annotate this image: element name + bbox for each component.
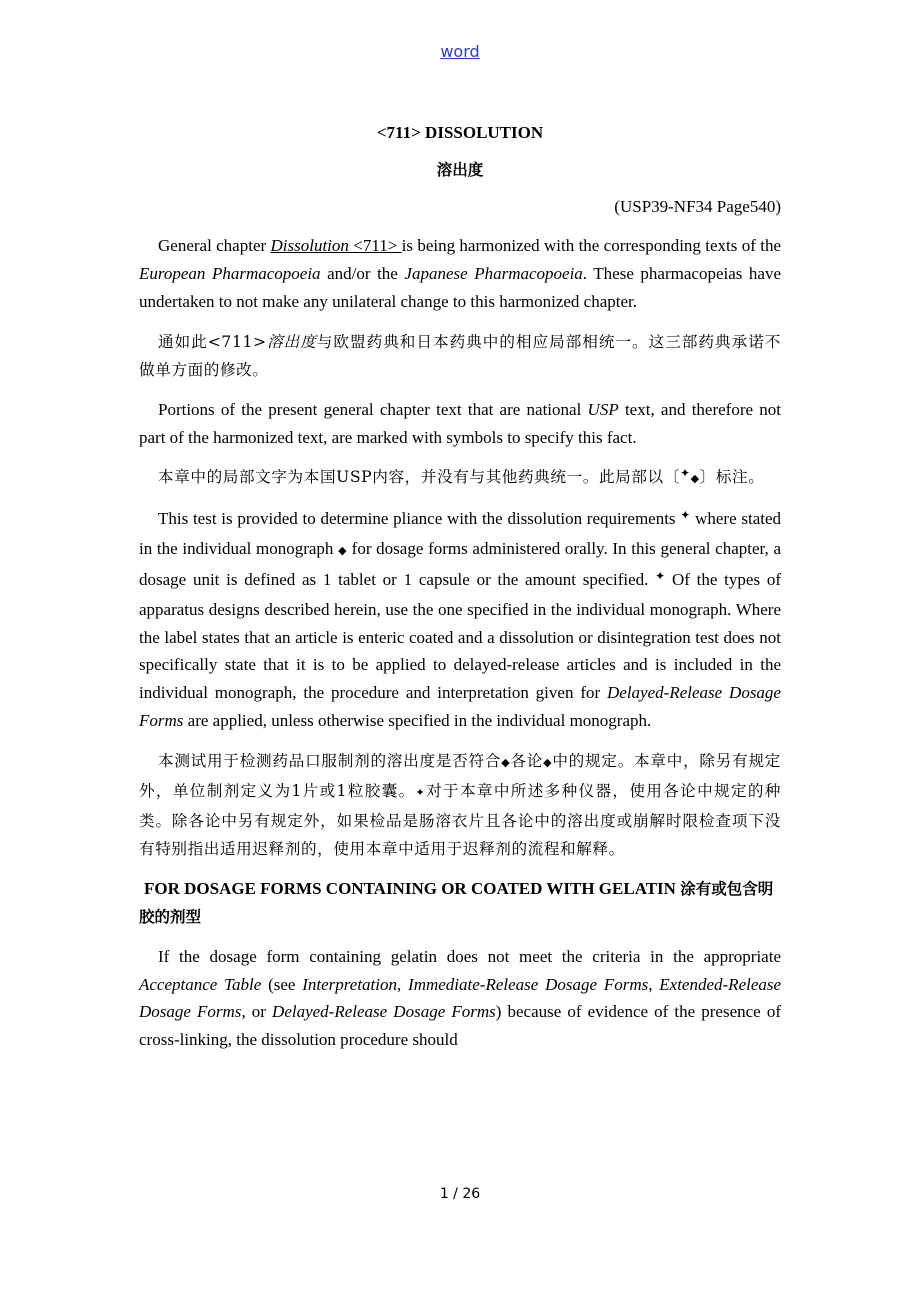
diamond-symbol: ✦: [655, 568, 666, 583]
paragraph-national-text-cn: 本章中的局部文字为本国USP内容，并没有与其他药典统一。此局部以〔✦◆〕标注。: [158, 466, 765, 487]
chapter-title: <711> DISSOLUTION: [376, 123, 544, 142]
document-body: [139, 119, 781, 1054]
dissolution-link-number[interactable]: <711>: [348, 236, 402, 256]
diamond-symbol: ◆: [690, 472, 700, 486]
chapter-subtitle: 溶出度: [436, 160, 484, 179]
diamond-symbol: ◆: [501, 755, 511, 769]
diamond-symbol: ✦: [679, 466, 691, 481]
diamond-symbol: ◆: [543, 755, 553, 769]
diamond-symbol: ✦: [680, 508, 691, 523]
section-heading-gelatin: FOR DOSAGE FORMS CONTAINING OR COATED WITH GELATIN 涂有或包含明胶的剂型: [139, 878, 774, 926]
paragraph-test-purpose: This test is provided to determine pliance with the dissolution requirements ✦ where stated in the individual monograph ◆ for dosage forms administered orally. In this general chapter, a dosage unit is defined as 1 tablet or 1 capsule or the amount specified. ✦ Of the types of apparatus designs described herein, use the one specified in the individual monograph. Where the label states that an article is enteric coated and a dissolution or disintegration test does not specifically state that it is to be applied to delayed-release articles and is included in the individual monograph, the procedure and interpretation given for Delayed-Release Dosage Forms are applied, unless otherwise specified in the individual monograph.: [139, 508, 782, 730]
diamond-symbol: ✦: [415, 785, 426, 799]
reference-note: (USP39-NF34 Page540): [614, 196, 781, 216]
paragraph-harmonization: General chapter Dissolution <711> is being harmonized with the corresponding texts of the European Pharmacopoeia and/or the Japanese Pharmacopoeia. These pharmacopeias have undertaken to not make any unilateral change to this harmonized chapter.: [139, 236, 782, 311]
paragraph-harmonization-cn: 通如此<711>溶出度与欧盟药典和日本药典中的相应局部相统一。这三部药典承诺不做单方面的修改。: [139, 332, 781, 379]
paragraph-gelatin: If the dosage form containing gelatin does not meet the criteria in the appropriate Acceptance Table (see Interpretation, Immediate-Release Dosage Forms, Extended-Release Dosage Forms, or Delayed-Release Dosage Forms) because of evidence of the presence of cross-linking, the dissolution procedure should: [139, 946, 782, 1050]
dissolution-link[interactable]: Dissolution: [270, 236, 349, 256]
page-number: 1 / 26: [439, 1186, 481, 1202]
paragraph-test-purpose-cn: 本测试用于检测药品口服制剂的溶出度是否符合◆各论◆中的规定。本章中，除另有规定外，单位制剂定义为1片或1粒胶囊。✦对于本章中所述多种仪器，使用各论中规定的种类。除各论中另有规定外，如果检品是肠溶衣片且各论中的溶出度或崩解时限检查项下没有特别指出适用迟释剂的，使用本章中适用于迟释剂的流程和解释。: [139, 751, 782, 858]
page-header: [0, 42, 920, 62]
header-word-link[interactable]: word: [440, 42, 480, 61]
paragraph-national-text: Portions of the present general chapter text that are national USP text, and therefore not part of the harmonized text, are marked with symbols to specify this fact.: [139, 399, 781, 447]
diamond-symbol: ◆: [338, 545, 347, 558]
